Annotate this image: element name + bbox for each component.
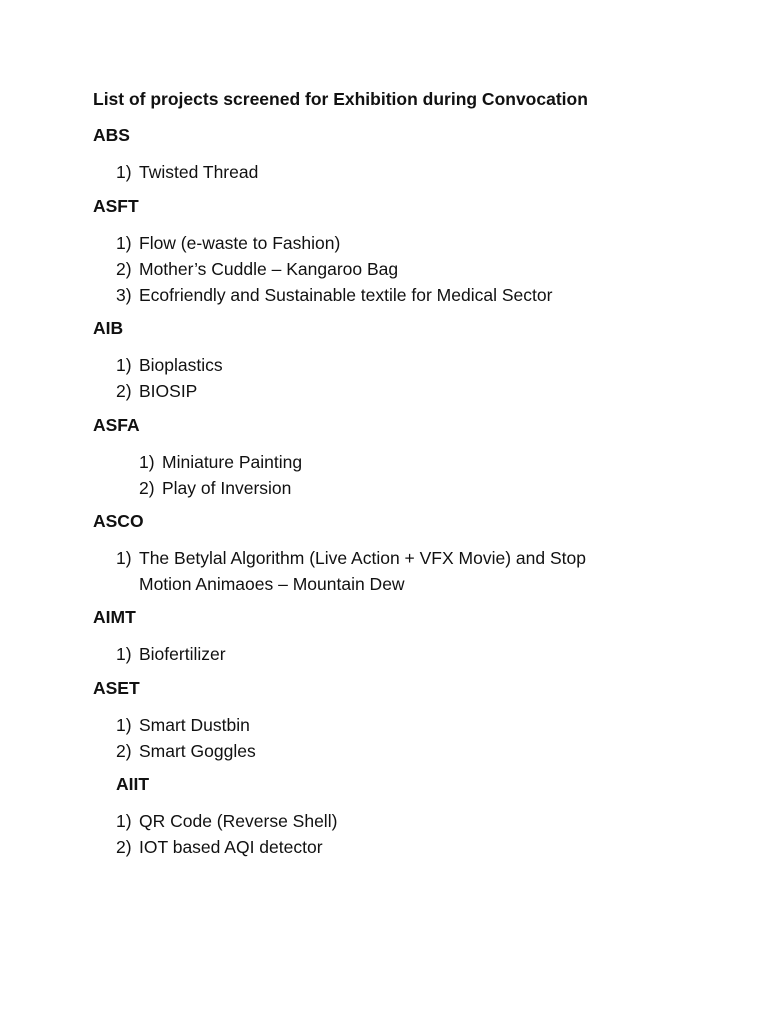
section-heading: AIMT xyxy=(93,607,136,627)
item-number: 1) xyxy=(116,355,132,375)
section-aiit xyxy=(116,773,716,860)
item-text: Miniature Painting xyxy=(162,452,303,472)
item-number: 1) xyxy=(139,452,155,472)
list-item xyxy=(93,449,693,475)
list-item xyxy=(93,641,693,667)
item-text: Smart Dustbin xyxy=(139,715,250,735)
list-item xyxy=(93,159,693,185)
section-heading: AIB xyxy=(93,318,124,338)
item-number: 1) xyxy=(116,644,132,664)
section-asfa xyxy=(93,414,693,501)
section-aimt xyxy=(93,606,693,667)
item-text: Smart Goggles xyxy=(139,741,256,761)
item-number: 2) xyxy=(116,837,132,857)
section-heading: AIIT xyxy=(116,774,150,794)
item-text: IOT based AQI detector xyxy=(139,837,323,857)
item-number: 1) xyxy=(116,162,132,182)
item-number: 1) xyxy=(116,715,132,735)
list-item xyxy=(93,230,693,256)
item-text: The Betylal Algorithm (Live Action + VFX Movie) and Stop Motion Animaoes – Mountain Dew xyxy=(139,548,586,594)
section-heading: ASFA xyxy=(93,415,140,435)
list-item xyxy=(93,712,693,738)
item-text: QR Code (Reverse Shell) xyxy=(139,811,338,831)
item-number: 2) xyxy=(116,259,132,279)
project-list xyxy=(93,545,693,597)
section-aset xyxy=(93,677,693,764)
item-text: Ecofriendly and Sustainable textile for Medical Sector xyxy=(139,285,553,305)
section-heading: ASFT xyxy=(93,196,139,216)
section-asco xyxy=(93,510,693,597)
project-list xyxy=(116,808,716,860)
section-heading: ASET xyxy=(93,678,140,698)
item-text: Mother’s Cuddle – Kangaroo Bag xyxy=(139,259,399,279)
page-title: List of projects screened for Exhibition during Convocation xyxy=(93,89,588,109)
list-item xyxy=(93,545,693,597)
item-text: Play of Inversion xyxy=(162,478,292,498)
section-heading: ABS xyxy=(93,125,130,145)
section-asft xyxy=(93,195,693,308)
list-item xyxy=(93,352,693,378)
project-list xyxy=(93,449,693,501)
item-number: 2) xyxy=(116,741,132,761)
item-number: 2) xyxy=(116,381,132,401)
section-aib xyxy=(93,317,693,404)
item-number: 2) xyxy=(139,478,155,498)
list-item xyxy=(93,738,693,764)
list-item xyxy=(93,282,693,308)
project-list xyxy=(93,230,693,308)
list-item xyxy=(93,378,693,404)
item-number: 1) xyxy=(116,548,132,568)
section-heading: ASCO xyxy=(93,511,144,531)
section-abs xyxy=(93,124,693,185)
item-number: 1) xyxy=(116,811,132,831)
item-number: 3) xyxy=(116,285,132,305)
item-text: Flow (e-waste to Fashion) xyxy=(139,233,341,253)
project-list xyxy=(93,712,693,764)
item-number: 1) xyxy=(116,233,132,253)
item-text: BIOSIP xyxy=(139,381,198,401)
project-list xyxy=(93,159,693,185)
project-list xyxy=(93,352,693,404)
list-item xyxy=(93,475,693,501)
list-item xyxy=(116,808,716,834)
list-item xyxy=(116,834,716,860)
item-text: Bioplastics xyxy=(139,355,223,375)
item-text: Biofertilizer xyxy=(139,644,226,664)
project-list xyxy=(93,641,693,667)
list-item xyxy=(93,256,693,282)
item-text: Twisted Thread xyxy=(139,162,259,182)
